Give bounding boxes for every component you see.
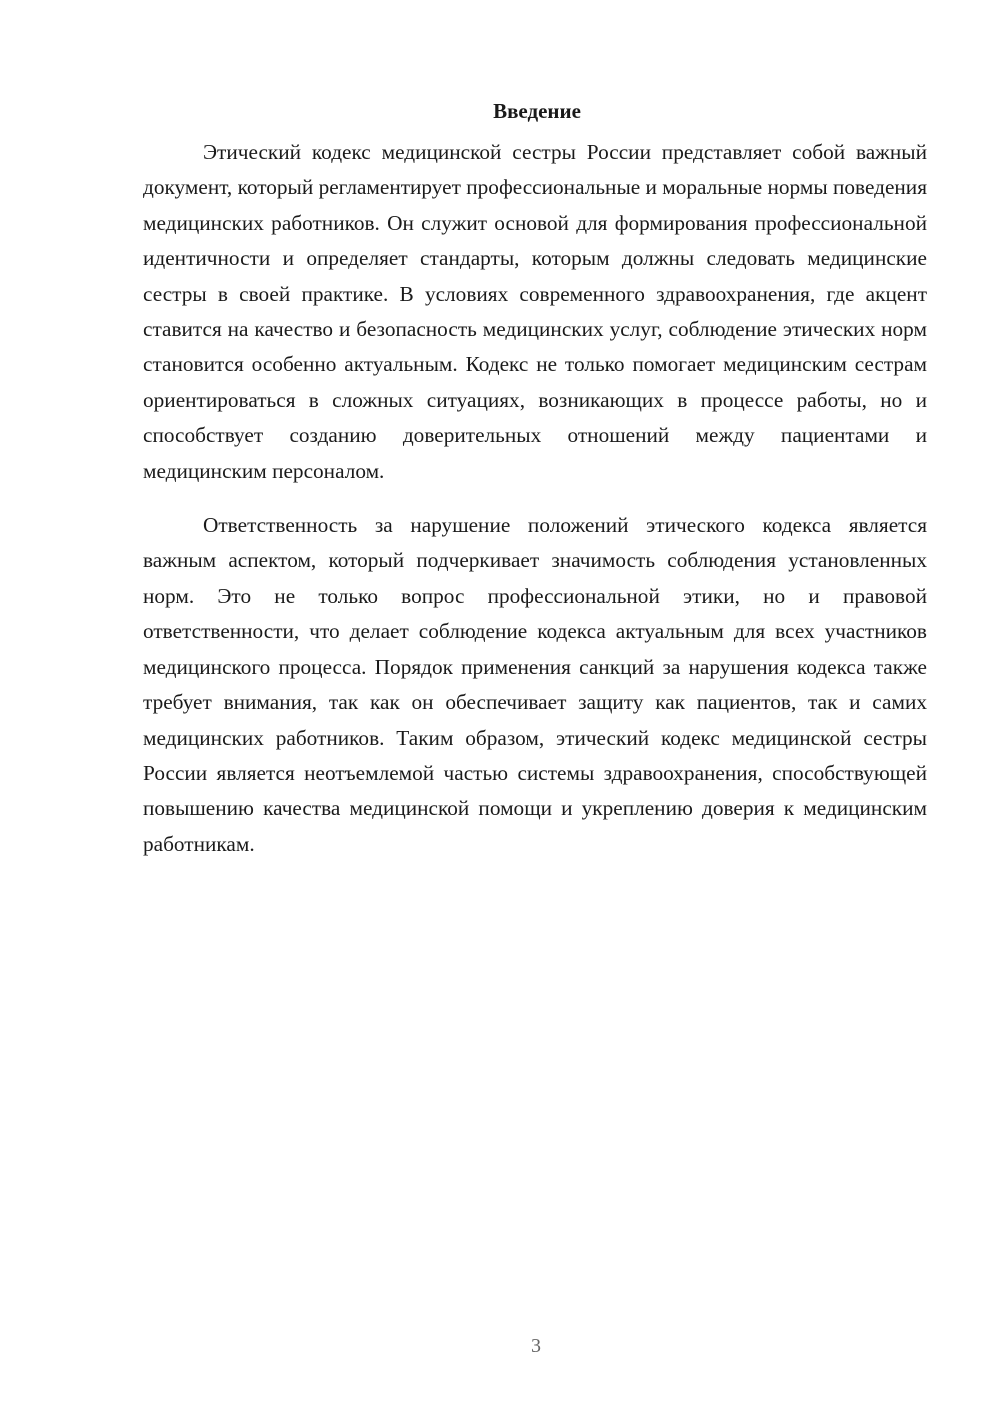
page-number: 3 <box>531 1335 541 1357</box>
document-body <box>143 96 927 862</box>
paragraph-responsibility: Ответственность за нарушение положений этического кодекса является важным аспектом, который подчеркивает значимость соблюдения установленных норм. Это не только вопрос профессиональной этики, но и правовой ответственности, что делает соблюдение кодекса актуальным для всех участников медицинского процесса. Порядок применения санкций за нарушения кодекса также требует внимания, так как он обеспечивает защиту как пациентов, так и самих медицинских работников. Таким образом, этический кодекс медицинской сестры России является неотъемлемой частью системы здравоохранения, способствующей повышению качества медицинской помощи и укреплению доверия к медицинским работникам. <box>143 513 927 856</box>
section-title: Введение <box>493 99 581 123</box>
paragraph-introduction: Этический кодекс медицинской сестры России представляет собой важный документ, который регламентирует профессиональные и моральные нормы поведения медицинских работников. Он служит основой для формирования профессиональной идентичности и определяет стандарты, которым должны следовать медицинские сестры в своей практике. В условиях современного здравоохранения, где акцент ставится на качество и безопасность медицинских услуг, соблюдение этических норм становится особенно актуальным. Кодекс не только помогает медицинским сестрам ориентироваться в сложных ситуациях, возникающих в процессе работы, но и способствует созданию доверительных отношений между пациентами и медицинским персоналом. <box>143 140 928 483</box>
